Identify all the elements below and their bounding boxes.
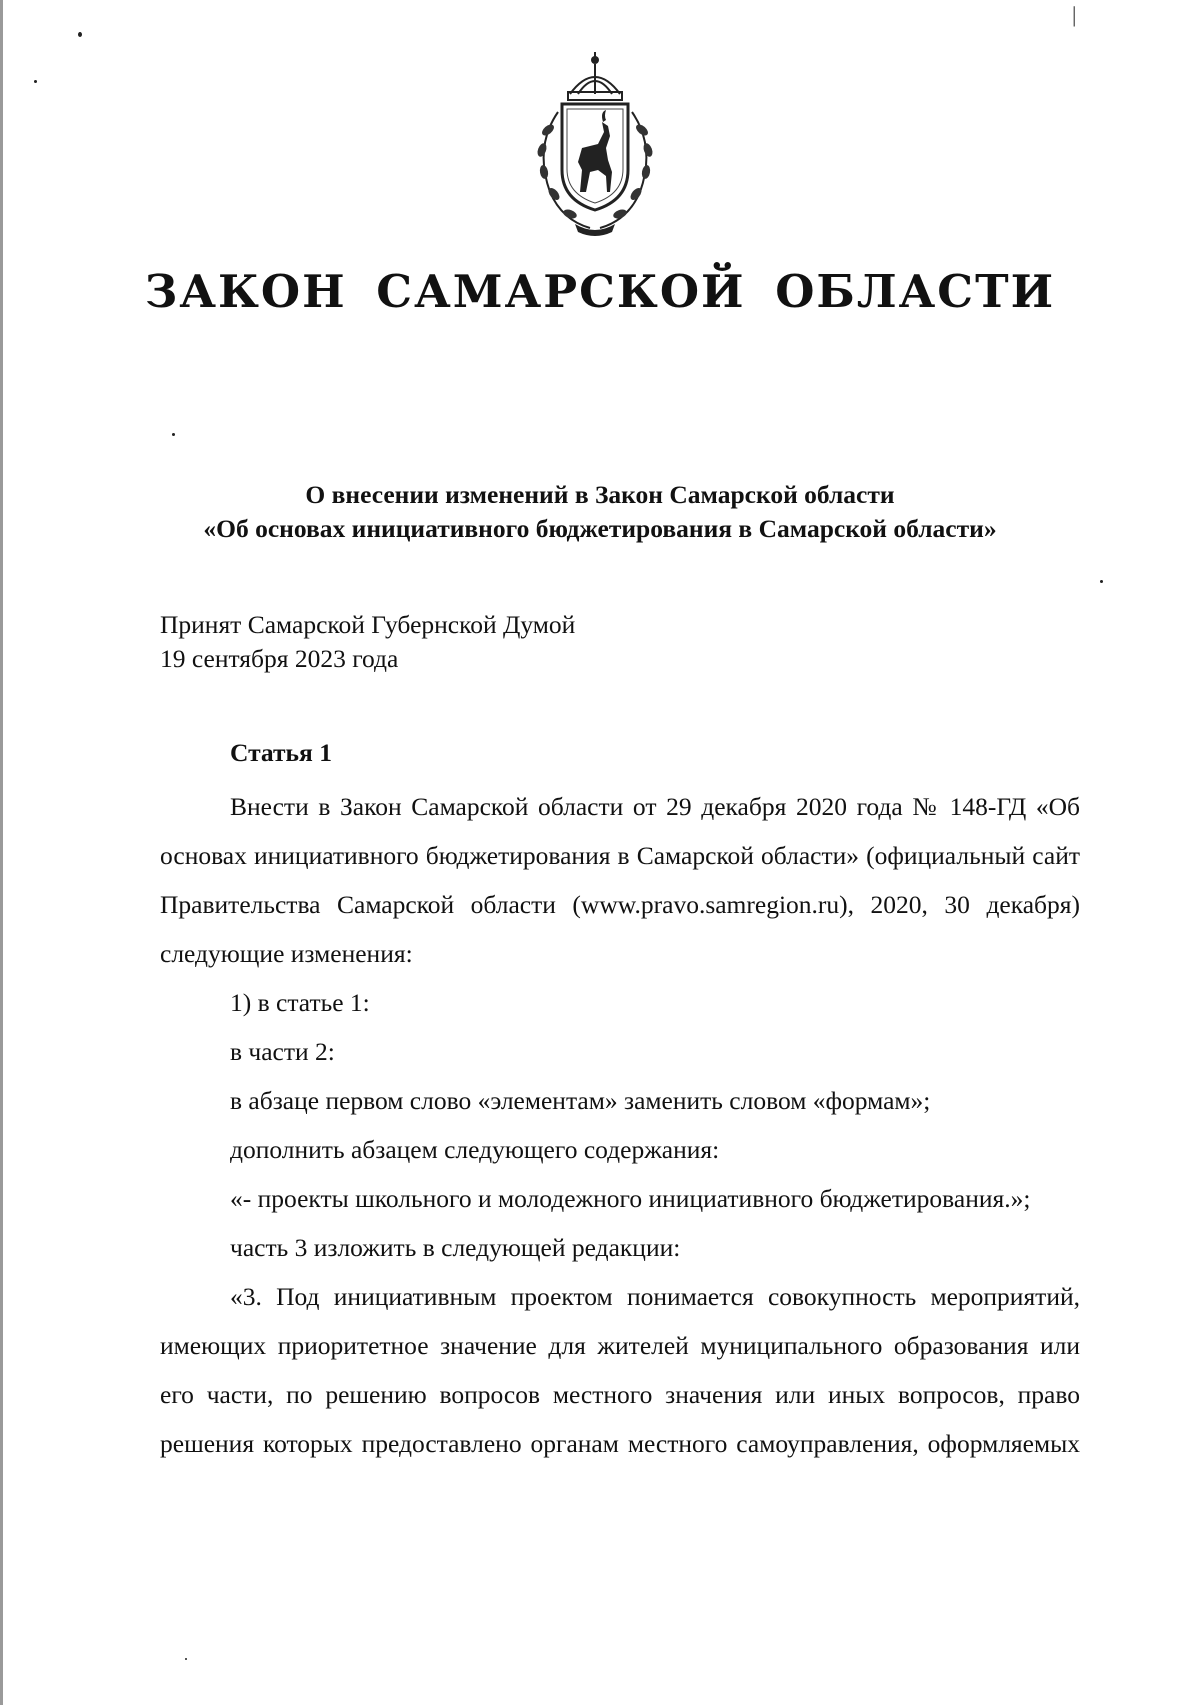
adoption-body: Принят Самарской Губернской Думой <box>160 610 576 639</box>
article-paragraph: дополнить абзацем следующего содержания: <box>230 1135 720 1164</box>
adoption-note <box>160 608 575 676</box>
article-paragraph: Внести в Закон Самарской области от 29 декабря 2020 года № 148-ГД «Об основах инициативного бюджетирования в Самарской области» (официальный сайт Правительства Самарской области (www.pravo.samregion.ru), 2020, 30 декабря) следующие изменения: <box>160 792 1080 968</box>
article-paragraph: в части 2: <box>230 1037 335 1066</box>
scan-speck <box>172 433 175 436</box>
article-paragraph: «- проекты школьного и молодежного инициативного бюджетирования.»; <box>230 1184 1031 1213</box>
law-subject-line: О внесении изменений в Закон Самарской области <box>305 480 895 509</box>
article-paragraph: «3. Под инициативным проектом понимается совокупность мероприятий, имеющих приоритетное значение для жителей муниципального образования или его части, по решению вопросов местного значения или иных вопросов, право решения которых предоставлено органам местного самоуправления, оформляемых <box>160 1282 1080 1458</box>
law-subject-line: «Об основах инициативного бюджетирования в Самарской области» <box>203 514 997 543</box>
scan-edge <box>0 0 3 1705</box>
scan-speck <box>185 1658 187 1660</box>
article-body <box>160 782 1080 1468</box>
page-corner-mark: | <box>1072 2 1077 27</box>
scan-speck <box>34 80 37 83</box>
article-paragraph: часть 3 изложить в следующей редакции: <box>230 1233 681 1262</box>
adoption-date: 19 сентября 2023 года <box>160 644 399 673</box>
law-subject <box>0 478 1200 546</box>
article-paragraph: 1) в статье 1: <box>230 988 370 1017</box>
law-title: ЗАКОН САМАРСКОЙ ОБЛАСТИ <box>144 265 1056 318</box>
samara-coat-of-arms-emblem <box>520 52 670 237</box>
scan-speck <box>1100 580 1103 583</box>
article-paragraph: в абзаце первом слово «элементам» заменить словом «формам»; <box>230 1086 931 1115</box>
scan-speck <box>78 32 82 37</box>
article-heading: Статья 1 <box>230 738 332 767</box>
